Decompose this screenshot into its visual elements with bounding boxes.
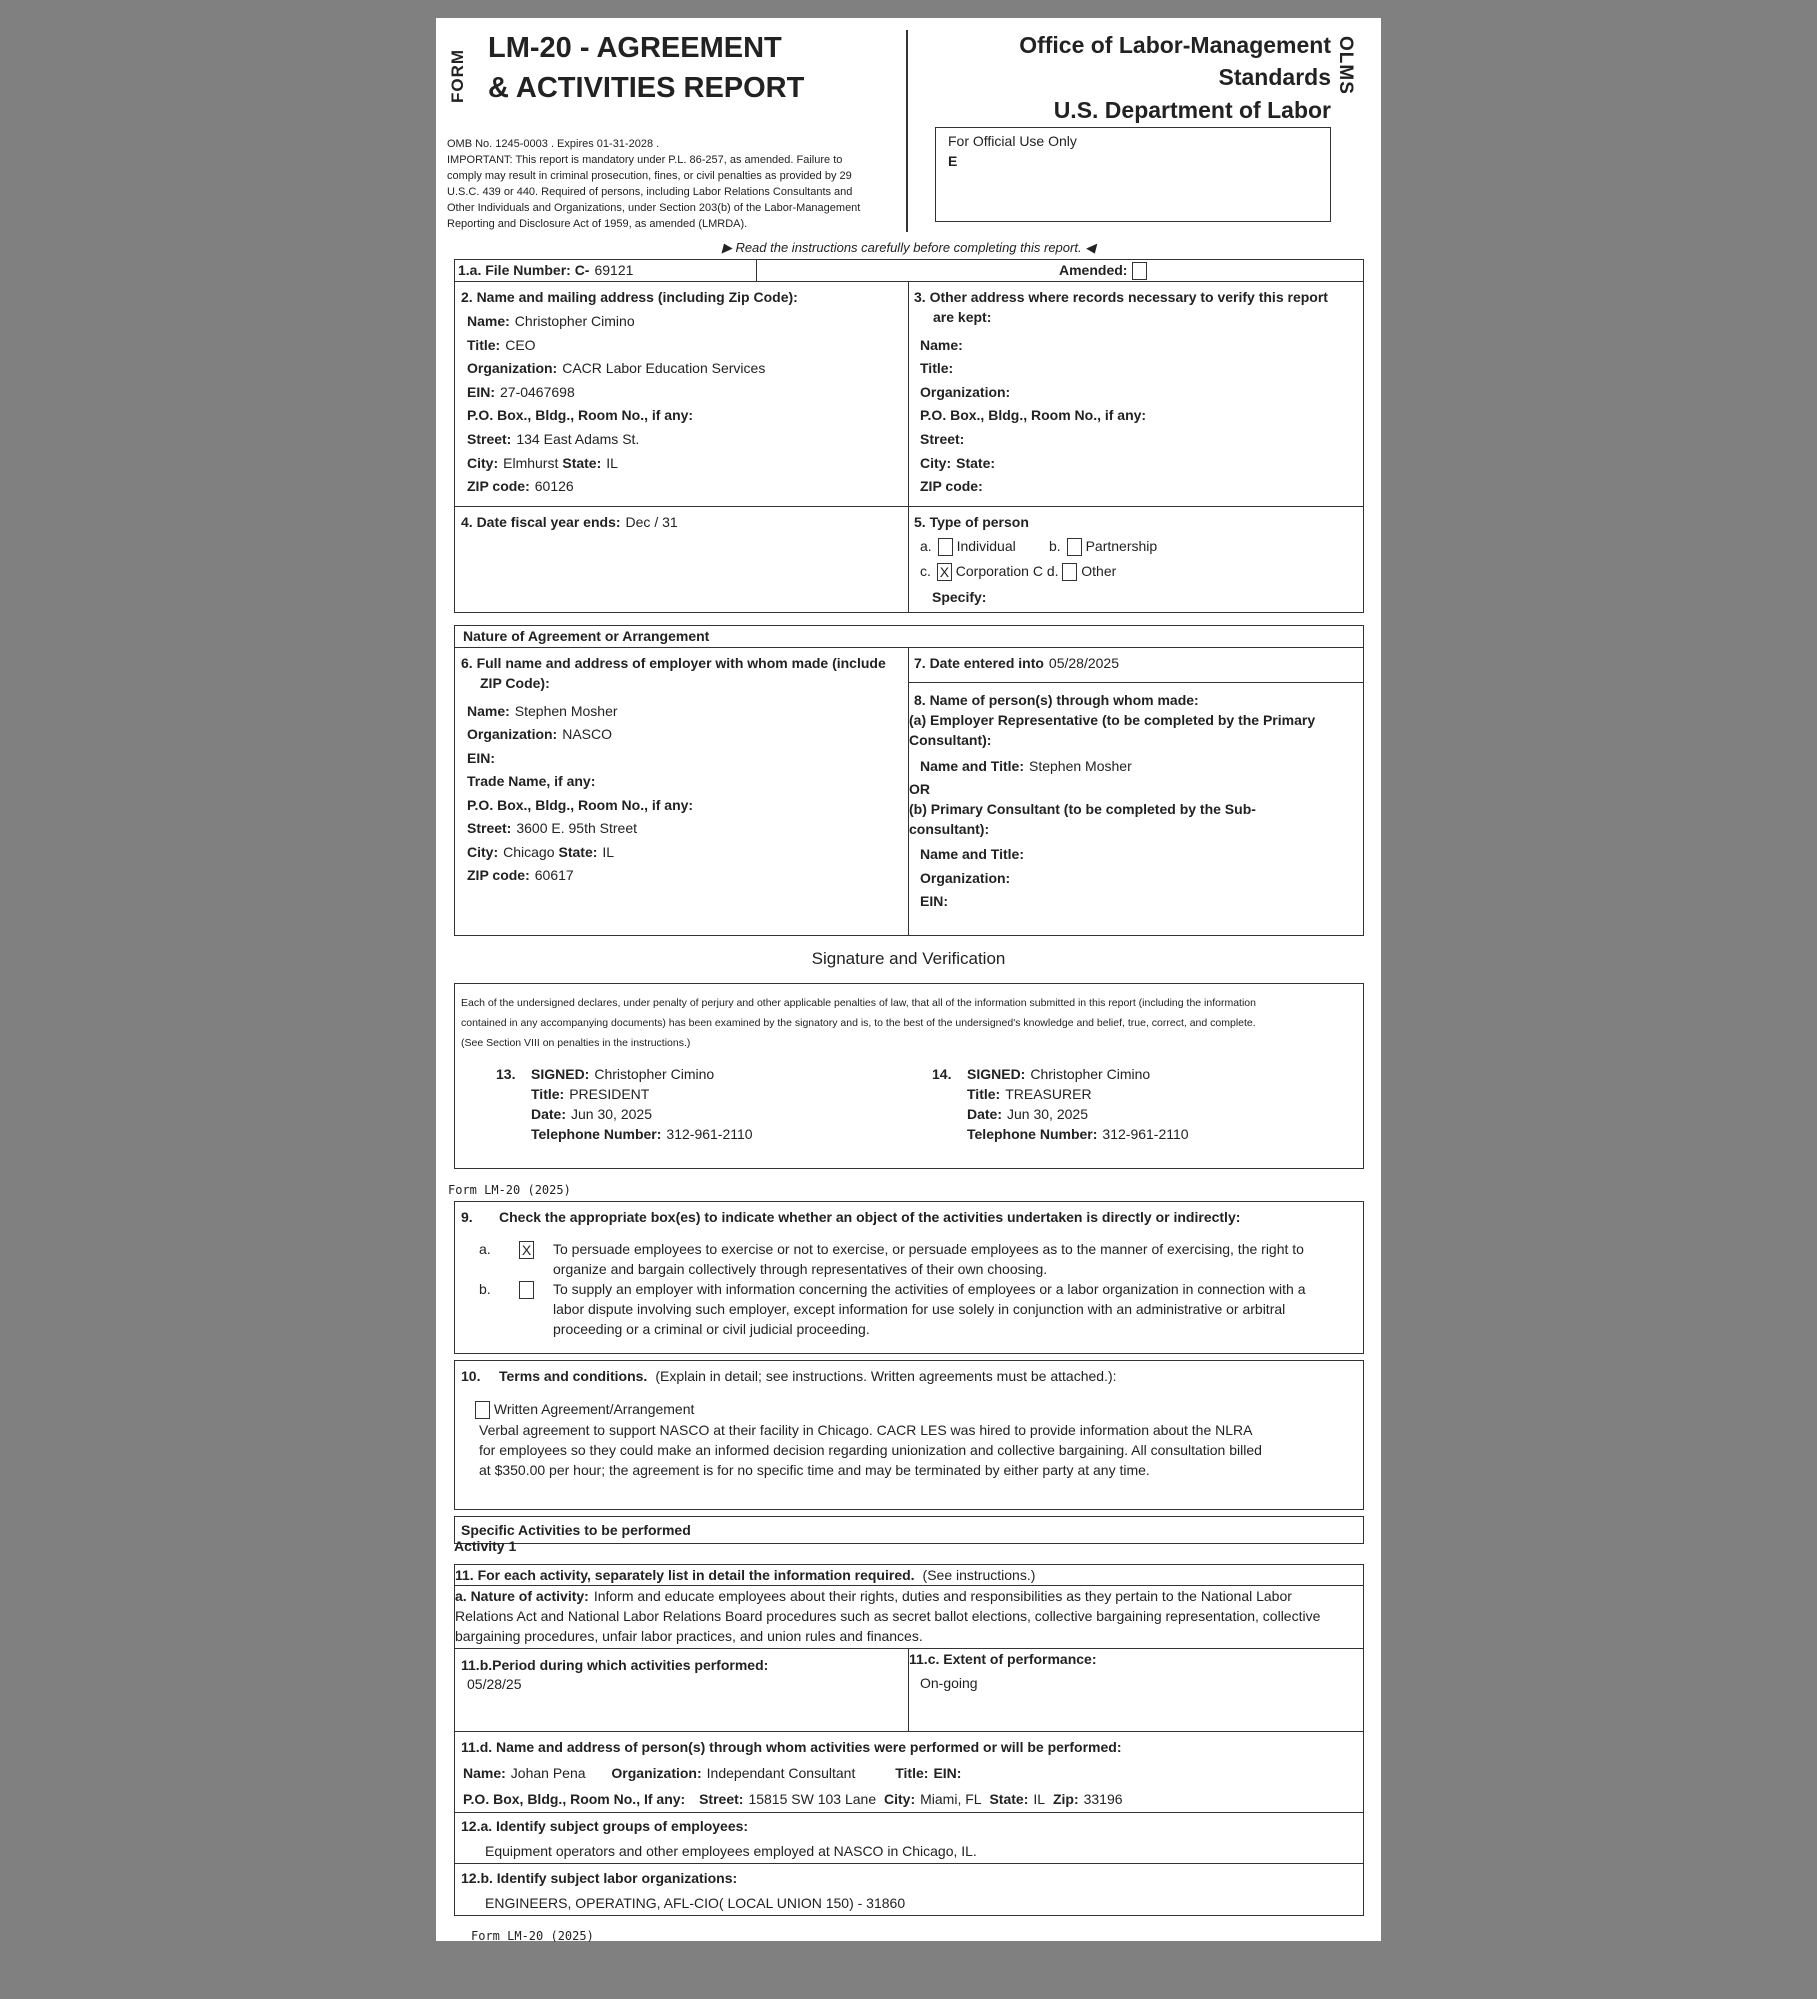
field-value: 312-961-2110: [666, 1126, 753, 1142]
sig14-phone: [967, 1124, 1189, 1145]
item11d-row2: [463, 1789, 1123, 1810]
field-label: State:: [989, 1791, 1029, 1807]
field-label: Name:: [463, 1765, 506, 1781]
item9-num: 9.: [461, 1209, 473, 1225]
item8-b-ein: EIN:: [920, 893, 948, 909]
activities-heading-row: [454, 1516, 1364, 1544]
field-value: CEO: [505, 337, 536, 353]
field-value: Johan Pena: [510, 1765, 586, 1781]
item9-b-line: proceeding or a criminal or civil judicial proceeding.: [553, 1321, 870, 1337]
official-use-box: [935, 127, 1331, 222]
form-title-line1: LM-20 - AGREEMENT: [488, 32, 782, 64]
official-use-code: E: [948, 153, 958, 169]
sig14-date: [967, 1104, 1088, 1125]
field-value: CACR Labor Education Services: [562, 360, 766, 376]
field-value: Miami, FL: [920, 1791, 982, 1807]
agency-line2: Standards: [1218, 64, 1331, 90]
activity-label: Activity 1: [454, 1538, 517, 1554]
field-value: Chicago: [503, 844, 555, 860]
declaration-line: Each of the undersigned declares, under penalty of perjury and other applicable penalties of law, that all of the information submitted in this report (including the information: [461, 997, 1256, 1009]
item10-note: (Explain in detail; see instructions. Written agreements must be attached.):: [655, 1368, 1117, 1384]
signature-heading: Signature and Verification: [811, 949, 1006, 968]
field-label: Organization:: [467, 360, 558, 376]
item8-b-heading-cont: consultant):: [909, 821, 990, 837]
official-use-label: For Official Use Only: [948, 133, 1077, 149]
item9-heading: Check the appropriate box(es) to indicate whether an object of the activities undertaken is directly or indirectly:: [499, 1209, 1241, 1225]
item10-section: [454, 1360, 1364, 1510]
item6-ein: EIN:: [467, 750, 495, 766]
option-letter: c.: [920, 563, 931, 579]
item10-num: 10.: [461, 1368, 481, 1384]
field-value: Inform and educate employees about their rights, duties and responsibilities as they pertain to the National Labor: [593, 1588, 1292, 1604]
item8-a-heading-cont: Consultant):: [909, 732, 992, 748]
item6-heading: 6. Full name and address of employer with whom made (include: [461, 655, 886, 671]
field-label: 4. Date fiscal year ends:: [461, 514, 621, 530]
field-label: Title:: [531, 1086, 565, 1102]
header-divider: [906, 30, 908, 232]
type-specify: Specify:: [932, 589, 987, 605]
amended-checkbox[interactable]: [1132, 262, 1147, 280]
supply-info-checkbox[interactable]: [519, 1281, 534, 1299]
item9-b-text: [553, 1279, 1306, 1339]
item9-a-text: [553, 1239, 1304, 1279]
individual-checkbox[interactable]: [938, 538, 953, 556]
file-number-label: 1.a. File Number: C-: [458, 262, 590, 278]
field-label: a. Nature of activity:: [455, 1588, 589, 1604]
item11d-row1: [463, 1763, 966, 1784]
nature-line: Relations Act and National Labor Relations Board procedures such as secret ballot elections, collective bargaining representation, collective: [455, 1608, 1321, 1624]
sig13-num: 13.: [496, 1066, 516, 1082]
field-value: Jun 30, 2025: [571, 1106, 652, 1122]
form-label: FORM: [448, 48, 467, 103]
item2-name: [467, 311, 635, 332]
field-value: 60126: [534, 478, 574, 494]
item6-heading-cont: ZIP Code):: [480, 675, 550, 691]
file-row-divider: [756, 260, 757, 281]
form-page: [436, 18, 1381, 1941]
terms-text: [479, 1420, 1262, 1480]
file-number: [458, 260, 633, 281]
item9-section: [454, 1201, 1364, 1354]
field-label: City:: [884, 1791, 916, 1807]
sig13-title: [531, 1084, 649, 1105]
item3-po: P.O. Box., Bldg., Room No., if any:: [920, 407, 1147, 423]
field-label: P.O. Box, Bldg., Room No., If any:: [463, 1791, 686, 1807]
other-checkbox[interactable]: [1062, 563, 1077, 581]
type-corporation: [920, 561, 1116, 582]
field-value: 134 East Adams St.: [516, 431, 640, 447]
file-number-value: 69121: [594, 262, 634, 278]
item8-b-org: Organization:: [920, 870, 1011, 886]
persuade-checkbox[interactable]: X: [519, 1241, 534, 1259]
field-value: 312-961-2110: [1102, 1126, 1189, 1142]
item6-zip: [467, 865, 574, 886]
nature-heading: Nature of Agreement or Arrangement: [463, 628, 710, 644]
item11-heading: [455, 1565, 1035, 1586]
field-label: Name:: [467, 703, 510, 719]
arrow-left-icon: ◀: [1085, 240, 1096, 255]
sig14-title: [967, 1084, 1092, 1105]
instructions-note: [436, 240, 1381, 256]
written-agreement-label: Written Agreement/Arrangement: [493, 1401, 695, 1417]
arrow-right-icon: ▶: [721, 240, 732, 255]
item4: [461, 512, 678, 533]
field-value: IL: [1033, 1791, 1046, 1807]
item10-heading: [499, 1366, 1117, 1387]
field-label: Street:: [467, 820, 512, 836]
item9-a-letter: a.: [479, 1241, 491, 1257]
item6-name: [467, 701, 618, 722]
field-label: Name:: [467, 313, 510, 329]
agency-line3: U.S. Department of Labor: [1053, 97, 1331, 123]
sig14-num: 14.: [932, 1066, 952, 1082]
item11-title: 11. For each activity, separately list in detail the information required.: [455, 1567, 915, 1583]
item3-city: [920, 453, 1000, 474]
item3-heading-cont: are kept:: [933, 309, 992, 325]
item9-b-line: labor dispute involving such employer, except information for use solely in conjunction with an administrative or arbitral: [553, 1301, 1286, 1317]
field-label: Date:: [531, 1106, 567, 1122]
nature-line: bargaining procedures, unfair labor practices, and union rules and finances.: [455, 1628, 923, 1644]
notice-line: U.S.C. 439 or 440. Required of persons, including Labor Relations Consultants and: [447, 186, 853, 198]
item10-title: Terms and conditions.: [499, 1368, 648, 1384]
field-label: SIGNED:: [967, 1066, 1026, 1082]
item9-b-checkbox-wrap: [519, 1281, 534, 1299]
item7-divider: [908, 682, 1363, 683]
field-value: 27-0467698: [500, 384, 575, 400]
declaration-line: contained in any accompanying documents) has been examined by the signatory and is, to the best of the undersigned's knowledge and belief, true, correct, and complete.: [461, 1017, 1256, 1029]
option-letter: b.: [1049, 538, 1061, 554]
field-label: ZIP code:: [467, 478, 530, 494]
corporation-checkbox[interactable]: X: [937, 563, 952, 581]
item8-b-name: Name and Title:: [920, 846, 1024, 862]
item2-org: [467, 358, 765, 379]
item5-heading: 5. Type of person: [914, 514, 1029, 530]
field-label: City:: [467, 455, 499, 471]
fiscal-type-section: [454, 506, 1364, 613]
field-label: Organization:: [611, 1765, 702, 1781]
field-value: 60617: [534, 867, 574, 883]
item8-heading: 8. Name of person(s) through whom made:: [914, 692, 1199, 708]
declaration-line: (See Section VIII on penalties in the instructions.): [461, 1037, 691, 1049]
field-label: Title:: [967, 1086, 1001, 1102]
extent-value: On-going: [920, 1675, 978, 1691]
written-agreement-checkbox[interactable]: [475, 1401, 490, 1419]
form-footer-1: Form LM-20 (2025): [448, 1183, 571, 1197]
field-value: 05/28/2025: [1048, 655, 1119, 671]
field-label: EIN:: [933, 1765, 962, 1781]
amended: [1059, 260, 1147, 281]
field-label: Organization:: [467, 726, 558, 742]
field-value: Stephen Mosher: [1029, 758, 1132, 774]
item12b-value: ENGINEERS, OPERATING, AFL-CIO( LOCAL UNION 150) - 31860: [485, 1895, 906, 1911]
item8-a-name: [920, 756, 1132, 777]
field-value: Christopher Cimino: [594, 1066, 715, 1082]
extent-label: 11.c. Extent of performance:: [909, 1651, 1097, 1667]
nature-heading-row: [454, 625, 1364, 648]
notice-line: Other Individuals and Organizations, under Section 203(b) of the Labor-Management: [447, 202, 861, 214]
field-value: 33196: [1083, 1791, 1123, 1807]
field-label: 7. Date entered into: [914, 655, 1044, 671]
field-value: 15815 SW 103 Lane: [748, 1791, 877, 1807]
field-label: State:: [956, 455, 996, 471]
activities-heading: Specific Activities to be performed: [461, 1522, 691, 1538]
terms-line: at $350.00 per hour; the agreement is for no specific time and may be terminated by either party at any time.: [479, 1462, 1150, 1478]
instructions-text: Read the instructions carefully before completing this report.: [735, 240, 1082, 255]
field-value: IL: [606, 455, 618, 471]
field-label: State:: [562, 455, 602, 471]
field-value: IL: [602, 844, 615, 860]
partnership-checkbox[interactable]: [1067, 538, 1082, 556]
item3-zip: ZIP code:: [920, 478, 983, 494]
item3-heading: 3. Other address where records necessary to verify this report: [914, 289, 1328, 305]
field-value: TREASURER: [1005, 1086, 1092, 1102]
item2-title: [467, 335, 536, 356]
field-value: Stephen Mosher: [514, 703, 618, 719]
field-label: State:: [558, 844, 598, 860]
olms-label: OLMS: [1335, 36, 1356, 95]
sig13-signed: [531, 1064, 714, 1085]
type-partnership: [1049, 536, 1157, 557]
item2-po: P.O. Box., Bldg., Room No., if any:: [467, 407, 694, 423]
field-label: Zip:: [1052, 1791, 1079, 1807]
item12b-heading: 12.b. Identify subject labor organizations:: [461, 1870, 738, 1886]
item6-po: P.O. Box., Bldg., Room No., if any:: [467, 797, 694, 813]
item8-a-heading: (a) Employer Representative (to be completed by the Primary: [909, 712, 1316, 728]
field-label: Date:: [967, 1106, 1003, 1122]
field-value: Christopher Cimino: [1030, 1066, 1151, 1082]
item9-b-line: To supply an employer with information concerning the activities of employees or a labor organization in connection with a: [553, 1281, 1306, 1297]
sig13-phone: [531, 1124, 753, 1145]
hline: [455, 1863, 1363, 1864]
field-value: 3600 E. 95th Street: [516, 820, 637, 836]
address-divider: [908, 282, 909, 506]
nature-line: [455, 1586, 1320, 1606]
field-label: Title:: [895, 1765, 929, 1781]
form-title-line2: & ACTIVITIES REPORT: [488, 72, 805, 104]
item2-city: [467, 453, 618, 474]
activity-section: [454, 1564, 1364, 1916]
field-value: Elmhurst: [503, 455, 559, 471]
item9-a-line: organize and bargain collectively through representatives of their own choosing.: [553, 1261, 1048, 1277]
field-label: Title:: [467, 337, 501, 353]
option-label: Partnership: [1085, 538, 1158, 554]
field-label: Street:: [699, 1791, 744, 1807]
field-value: NASCO: [562, 726, 613, 742]
period-label: 11.b.Period during which activities performed:: [461, 1657, 769, 1673]
type-individual: [920, 536, 1016, 557]
declaration: [461, 993, 1256, 1053]
sig14-signed: [967, 1064, 1150, 1085]
item9-a-line: To persuade employees to exercise or not to exercise, or persuade employees as to the manner of exercising, the right to: [553, 1241, 1304, 1257]
item7: [914, 653, 1119, 674]
field-label: SIGNED:: [531, 1066, 590, 1082]
field-label: EIN:: [467, 384, 495, 400]
hline: [455, 1731, 1363, 1732]
item2-street: [467, 429, 639, 450]
item11d-heading: 11.d. Name and address of person(s) through whom activities were performed or will be performed:: [461, 1739, 1122, 1755]
field-label: Name and Title:: [920, 758, 1024, 774]
item9-a-checkbox-wrap: [519, 1241, 534, 1259]
important-notice: [447, 152, 860, 232]
item3-title: Title:: [920, 360, 954, 376]
item9-b-letter: b.: [479, 1281, 491, 1297]
terms-line: for employees so they could make an informed decision regarding unionization and collective bargaining. All consultation billed: [479, 1442, 1262, 1458]
field-label: Telephone Number:: [531, 1126, 662, 1142]
item6-trade: Trade Name, if any:: [467, 773, 596, 789]
field-label: ZIP code:: [467, 867, 530, 883]
item6-city: [467, 842, 614, 863]
field-value: PRESIDENT: [569, 1086, 650, 1102]
field-value: Jun 30, 2025: [1007, 1106, 1088, 1122]
field-label: City:: [920, 455, 952, 471]
option-label: Other: [1081, 563, 1117, 579]
option-label: Individual: [956, 538, 1016, 554]
item2-ein: [467, 382, 575, 403]
item3-name: Name:: [920, 337, 963, 353]
field-label: Street:: [467, 431, 512, 447]
address-section: [454, 281, 1364, 507]
item11-note: (See instructions.): [922, 1567, 1036, 1583]
period-value: 05/28/25: [467, 1676, 522, 1692]
field-value: Dec / 31: [625, 514, 678, 530]
hline: [455, 1812, 1363, 1813]
item8-or: OR: [909, 781, 930, 797]
nature-of-activity: [455, 1586, 1320, 1646]
signature-section: [454, 983, 1364, 1169]
written-agreement: [475, 1399, 694, 1420]
item12a-heading: 12.a. Identify subject groups of employees:: [461, 1818, 749, 1834]
sig13-date: [531, 1104, 652, 1125]
item6-street: [467, 818, 637, 839]
item3-org: Organization:: [920, 384, 1011, 400]
agency-line1: Office of Labor-Management: [1019, 32, 1331, 58]
amended-label: Amended:: [1059, 262, 1128, 278]
option-label: Corporation C d.: [955, 563, 1059, 579]
notice-line: Reporting and Disclosure Act of 1959, as amended (LMRDA).: [447, 218, 748, 230]
notice-line: comply may result in criminal prosecution, fines, or civil penalties as provided by 29: [447, 170, 852, 182]
field-label: Telephone Number:: [967, 1126, 1098, 1142]
terms-line: Verbal agreement to support NASCO at their facility in Chicago. CACR LES was hired to provide information about the NLRA: [479, 1422, 1253, 1438]
item6-org: [467, 724, 612, 745]
notice-line: IMPORTANT: This report is mandatory under P.L. 86-257, as amended. Failure to: [447, 154, 843, 166]
item2-zip: [467, 476, 574, 497]
item3-street: Street:: [920, 431, 965, 447]
form-footer-2: Form LM-20 (2025): [471, 1929, 594, 1943]
item2-heading: 2. Name and mailing address (including Zip Code):: [461, 289, 798, 305]
field-value: Christopher Cimino: [514, 313, 635, 329]
field-value: Independant Consultant: [706, 1765, 856, 1781]
employer-section: [454, 647, 1364, 936]
option-letter: a.: [920, 538, 932, 554]
file-number-row: [454, 259, 1364, 282]
fiscal-divider: [908, 507, 909, 612]
item12a-value: Equipment operators and other employees employed at NASCO in Chicago, IL.: [485, 1843, 977, 1859]
omb-number: OMB No. 1245-0003 . Expires 01-31-2028 .: [447, 138, 660, 150]
item8-b-heading: (b) Primary Consultant (to be completed by the Sub-: [909, 801, 1256, 817]
field-label: City:: [467, 844, 499, 860]
